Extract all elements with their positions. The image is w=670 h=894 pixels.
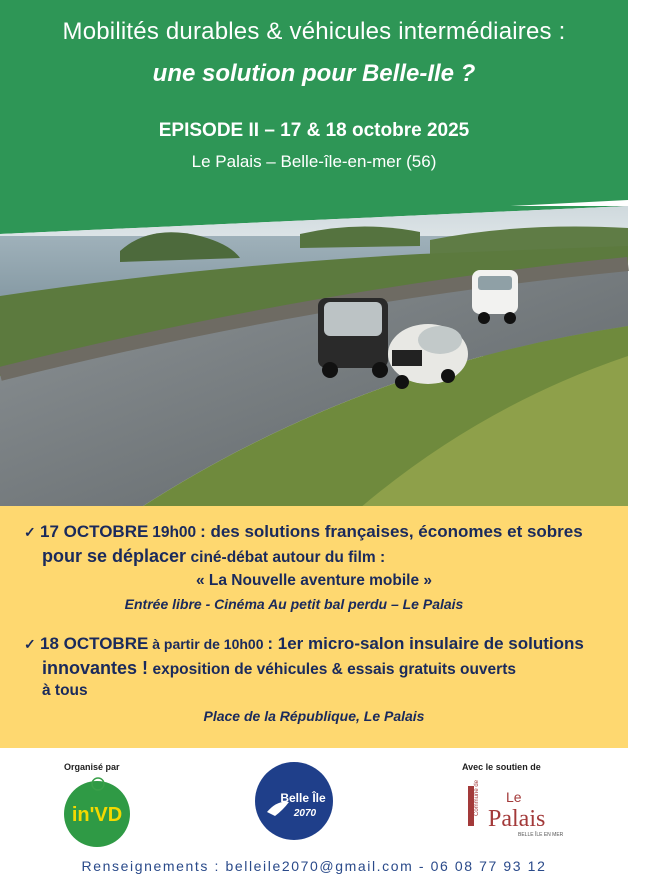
- palais-name-text: Palais: [488, 806, 546, 832]
- palais-sub-text: BELLE ÎLE EN MER: [518, 832, 564, 838]
- organized-by-label: Organisé par: [64, 762, 120, 772]
- event1-line1: [24, 522, 652, 542]
- event-info-box: [0, 506, 628, 748]
- contact-info: Renseignements : belleile2070@gmail.com - 06 08 77 93 12: [81, 858, 547, 874]
- event1-date: 17 OCTOBRE: [40, 522, 149, 541]
- palais-small-text: Commune de: [474, 779, 480, 816]
- event2-date: 18 OCTOBRE: [40, 634, 149, 653]
- event2-text2a: innovantes !: [42, 658, 149, 678]
- event2-venue: Place de la République, Le Palais: [203, 708, 425, 724]
- palais-le-text: Le: [506, 789, 522, 805]
- event2-line2: [42, 658, 670, 679]
- event1-line2: [42, 546, 670, 567]
- checkmark-icon: ✓: [24, 524, 36, 540]
- event2-text1: : 1er micro-salon insulaire de solutions: [267, 634, 584, 653]
- invd-logo: [58, 774, 136, 848]
- belle-ile-2070-logo: [253, 760, 335, 842]
- event1-venue: Entrée libre - Cinéma Au petit bal perdu – Le Palais: [124, 596, 464, 612]
- invd-logo-text: in'VD: [71, 804, 123, 826]
- event-location: Le Palais – Belle-île-en-mer (56): [191, 152, 437, 171]
- support-label: Avec le soutien de: [462, 762, 541, 772]
- belle-ile-logo-line2: 2070: [293, 808, 317, 819]
- title-line-2: une solution pour Belle-Ile ?: [152, 60, 476, 87]
- event1-text2b: ciné-débat autour du film :: [190, 549, 386, 566]
- coastal-road-photo: [0, 206, 628, 508]
- le-palais-logo: [462, 776, 564, 842]
- event1-text1: : des solutions françaises, économes et sobres: [200, 522, 583, 541]
- event2-time: à partir de 10h00: [152, 636, 264, 652]
- checkmark-icon: ✓: [24, 636, 36, 652]
- event1-time: 19h00: [152, 524, 197, 541]
- title-line-1: Mobilités durables & véhicules intermédiaires :: [62, 18, 566, 45]
- episode-heading: EPISODE II – 17 & 18 octobre 2025: [158, 120, 470, 141]
- event1-film-title: « La Nouvelle aventure mobile »: [195, 572, 433, 589]
- belle-ile-logo-line1: Belle Île: [280, 791, 326, 805]
- event2-line1: [24, 634, 652, 654]
- event2-text3: à tous: [42, 682, 88, 699]
- event2-text2b: exposition de véhicules & essais gratuits ouverts: [152, 661, 516, 678]
- event1-text2a: pour se déplacer: [42, 546, 187, 566]
